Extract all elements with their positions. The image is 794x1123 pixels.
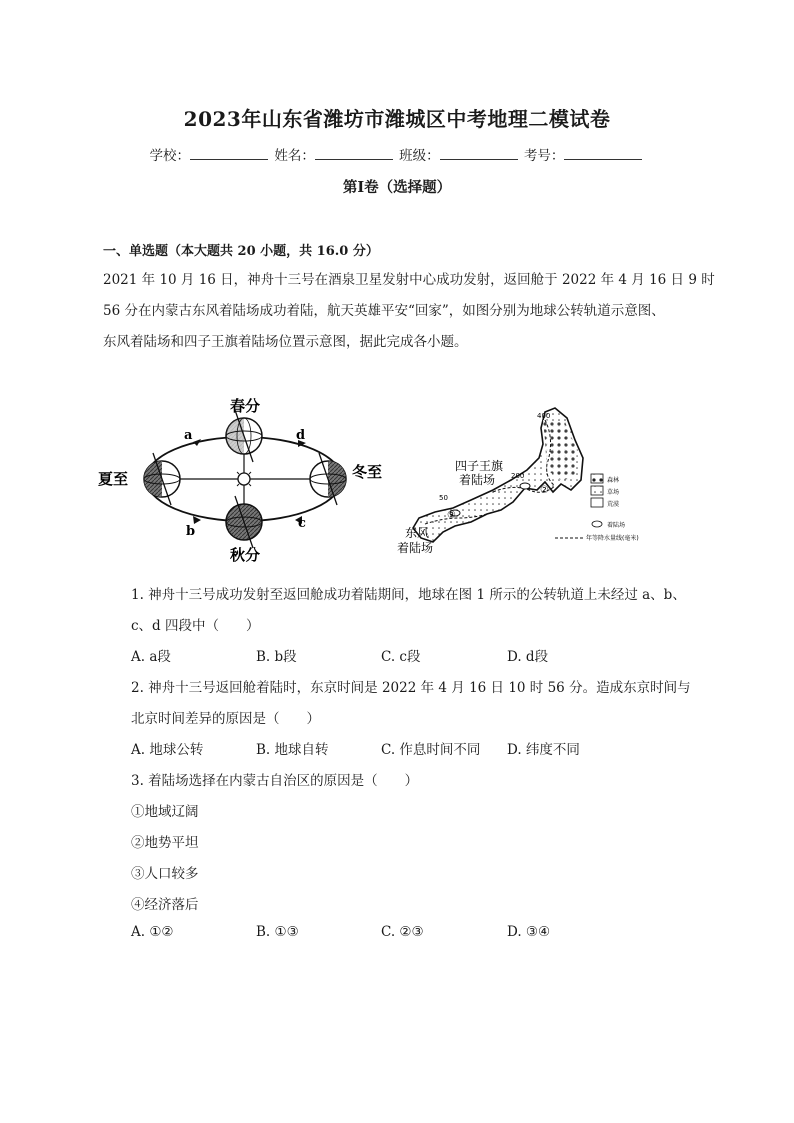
siziwang-label-2: 着陆场 xyxy=(459,473,496,487)
mark-3: ③ xyxy=(447,510,456,521)
q1-option-b[interactable]: B. b段 xyxy=(256,649,297,665)
class-blank[interactable] xyxy=(440,147,518,160)
intro-line-1: 2021 年 10 月 16 日，神舟十三号在酒泉卫星发射中心成功发射，返回舱于 2022 年 4 月 16 日 9 时 xyxy=(103,272,715,288)
exam-title: 2023年山东省潍坊市潍城区中考地理二模试卷 xyxy=(183,107,611,131)
mark-2: ② xyxy=(540,485,549,496)
intro-line-2: 56 分在内蒙古东风着陆场成功着陆，航天英雄平安“回家”，如图分别为地球公转轨道示意图、 xyxy=(103,303,665,319)
student-info-line xyxy=(0,144,794,164)
legend-forest: 森林 xyxy=(607,477,620,484)
earth-spring-icon xyxy=(226,410,262,462)
isohyet-200: 200 xyxy=(511,472,525,480)
q3-statement-1: ①地域辽阔 xyxy=(131,804,199,820)
earth-summer-icon xyxy=(144,453,180,505)
siziwang-site-marker xyxy=(520,483,530,489)
question-1-line-2: c、d 四段中（ ） xyxy=(131,618,260,634)
q3-option-c[interactable]: C. ②③ xyxy=(381,924,424,940)
q3-option-d[interactable]: D. ③④ xyxy=(507,924,551,940)
earth-autumn-icon xyxy=(226,496,262,548)
question-3-line-1: 3. 着陆场选择在内蒙古自治区的原因是（ ） xyxy=(131,773,419,789)
label-summer: 夏至 xyxy=(98,470,129,488)
isohyet-50: 50 xyxy=(439,494,448,502)
school-blank[interactable] xyxy=(190,147,268,160)
sun-icon xyxy=(234,469,254,489)
exam-no-blank[interactable] xyxy=(564,147,642,160)
legend-site: 着陆场 xyxy=(607,522,626,529)
dongfeng-label-2: 着陆场 xyxy=(397,541,434,555)
q3-statement-4: ④经济落后 xyxy=(131,897,199,913)
q2-option-a[interactable]: A. 地球公转 xyxy=(131,742,204,758)
q3-option-a[interactable]: A. ①② xyxy=(131,924,174,940)
landing-site-map xyxy=(395,400,707,562)
label-autumn: 秋分 xyxy=(230,546,261,564)
orbit-figure xyxy=(98,392,398,567)
segment-a-label: a xyxy=(184,428,193,443)
question-2-line-1: 2. 神舟十三号返回舱着陆时，东京时间是 2022 年 4 月 16 日 10 时 56 分。造成东京时间与 xyxy=(131,680,691,696)
q1-option-a[interactable]: A. a段 xyxy=(131,649,171,665)
dongfeng-label-1: 东风 xyxy=(405,526,430,540)
class-label: 班级： xyxy=(399,148,440,164)
part-heading: 一、单选题（本大题共 20 小题，共 16.0 分） xyxy=(103,244,379,259)
q3-option-b[interactable]: B. ①③ xyxy=(256,924,299,940)
isohyet-400: 400 xyxy=(537,412,551,420)
section-title: 第I卷（选择题） xyxy=(342,179,452,196)
legend-desert: 荒漠 xyxy=(607,501,620,508)
q1-option-d[interactable]: D. d段 xyxy=(507,649,549,665)
name-label: 姓名： xyxy=(274,148,315,164)
legend-isohyet: 年等降水量线(毫米) xyxy=(586,535,639,542)
siziwang-label-1: 四子王旗 xyxy=(455,459,504,473)
exam-no-label: 考号： xyxy=(523,148,565,164)
q3-statement-2: ②地势平坦 xyxy=(131,835,199,851)
q2-option-b[interactable]: B. 地球自转 xyxy=(256,742,329,758)
q1-option-c[interactable]: C. c段 xyxy=(381,649,421,665)
q2-option-c[interactable]: C. 作息时间不同 xyxy=(381,742,481,758)
label-spring: 春分 xyxy=(230,397,261,415)
segment-b-label: b xyxy=(186,524,196,539)
legend-grass: 草场 xyxy=(607,489,620,496)
name-blank[interactable] xyxy=(315,147,393,160)
school-label: 学校： xyxy=(149,148,191,164)
label-winter: 冬至 xyxy=(352,463,383,481)
segment-d-label: d xyxy=(296,428,306,443)
question-2-line-2: 北京时间差异的原因是（ ） xyxy=(131,711,320,727)
earth-winter-icon xyxy=(310,453,346,505)
q2-option-d[interactable]: D. 纬度不同 xyxy=(507,742,580,758)
intro-line-3: 东风着陆场和四子王旗着陆场位置示意图，据此完成各小题。 xyxy=(103,334,468,350)
q3-statement-3: ③人口较多 xyxy=(131,866,199,882)
segment-c-label: c xyxy=(298,516,306,531)
question-1-line-1: 1. 神舟十三号成功发射至返回舱成功着陆期间，地球在图 1 所示的公转轨道上未经过 a、b、 xyxy=(131,587,686,603)
